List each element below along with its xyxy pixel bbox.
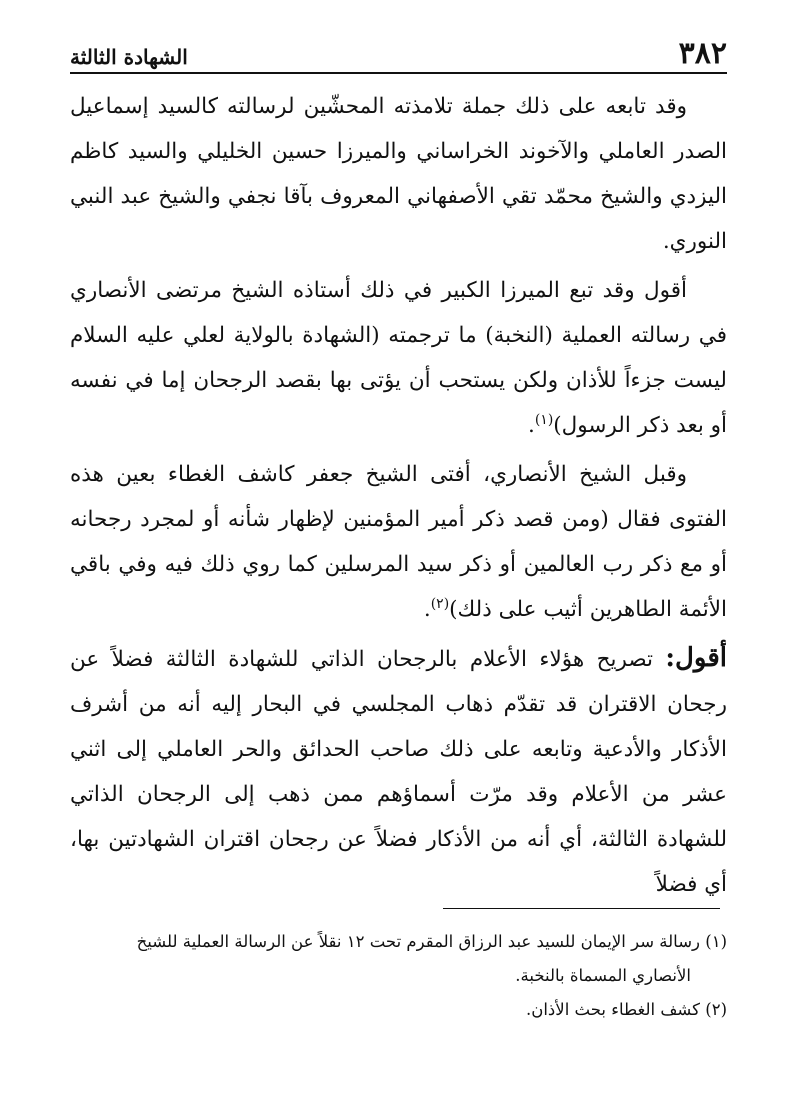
footnote-rule	[443, 908, 720, 909]
body-text	[70, 84, 727, 911]
page-header	[70, 28, 727, 72]
footnote-2	[70, 993, 727, 1027]
paragraph-1	[70, 84, 727, 264]
paragraph-4-text: تصريح هؤلاء الأعلام بالرجحان الذاتي للشهادة الثالثة فضلاً عن رجحان الاقتران قد تقدّم ذهاب المجلسي في البحار إليه أنه من أشرف الأذكار والأدعية وتابعه على ذلك صاحب الحدائق والحر العاملي إلى اثني عشر من الأعلام وقد مرّت أسماؤهم ممن ذهب إلى الرجحان الذاتي للشهادة الثالثة، أي أنه من الأذكار فضلاً عن رجحان اقتران الشهادتين بها، أي فضلاً	[70, 647, 727, 897]
page-number: ٣٨٢	[678, 36, 727, 71]
footnote-ref-2[interactable]: (٢)	[430, 595, 450, 612]
header-rule	[70, 72, 727, 74]
paragraph-3-text: وقبل الشيخ الأنصاري، أفتى الشيخ جعفر كاشف الغطاء بعين هذه الفتوى فقال (ومن قصد ذكر أمير المؤمنين لإظهار شأنه أو لمجرد رجحانه أو مع ذكر رب العالمين أو ذكر سيد المرسلين كما روي ذلك فيه وفي باقي الأئمة الطاهرين أثيب على ذلك)	[70, 462, 727, 622]
footnote-2-text: كشف الغطاء بحث الأذان.	[525, 1000, 700, 1019]
paragraph-3-end: .	[423, 597, 431, 622]
footnote-1-number: (١)	[705, 932, 727, 951]
paragraph-4	[70, 636, 727, 907]
paragraph-3	[70, 452, 727, 632]
paragraph-2-end: .	[527, 413, 535, 438]
footnote-ref-1[interactable]: (١)	[534, 411, 554, 428]
running-title: الشهادة الثالثة	[70, 45, 188, 69]
footnote-2-number: (٢)	[705, 1000, 727, 1019]
paragraph-2	[70, 268, 727, 448]
footnotes	[70, 925, 727, 1027]
footnote-1	[70, 925, 727, 993]
paragraph-4-lead: أقول:	[665, 643, 727, 673]
paragraph-2-text: أقول وقد تبع الميرزا الكبير في ذلك أستاذه الشيخ مرتضى الأنصاري في رسالته العملية (النخبة) ما ترجمته (الشهادة بالولاية لعلي عليه السلام ليست جزءاً للأذان ولكن يستحب أن يؤتى بها بقصد الرجحان إما في نفسه أو بعد ذكر الرسول)	[70, 278, 727, 438]
footnote-1-continuation: الأنصاري المسماة بالنخبة.	[515, 966, 691, 985]
footnote-1-text: رسالة سر الإيمان للسيد عبد الرزاق المقرم تحت ١٢ نقلاً عن الرسالة العملية للشيخ	[136, 932, 700, 951]
paragraph-1-text: وقد تابعه على ذلك جملة تلامذته المحشّين لرسالته كالسيد إسماعيل الصدر العاملي والآخوند الخراساني والميرزا حسين الخليلي والسيد كاظم اليزدي والشيخ محمّد تقي الأصفهاني المعروف بآقا نجفي والشيخ عبد النبي النوري.	[70, 94, 727, 254]
